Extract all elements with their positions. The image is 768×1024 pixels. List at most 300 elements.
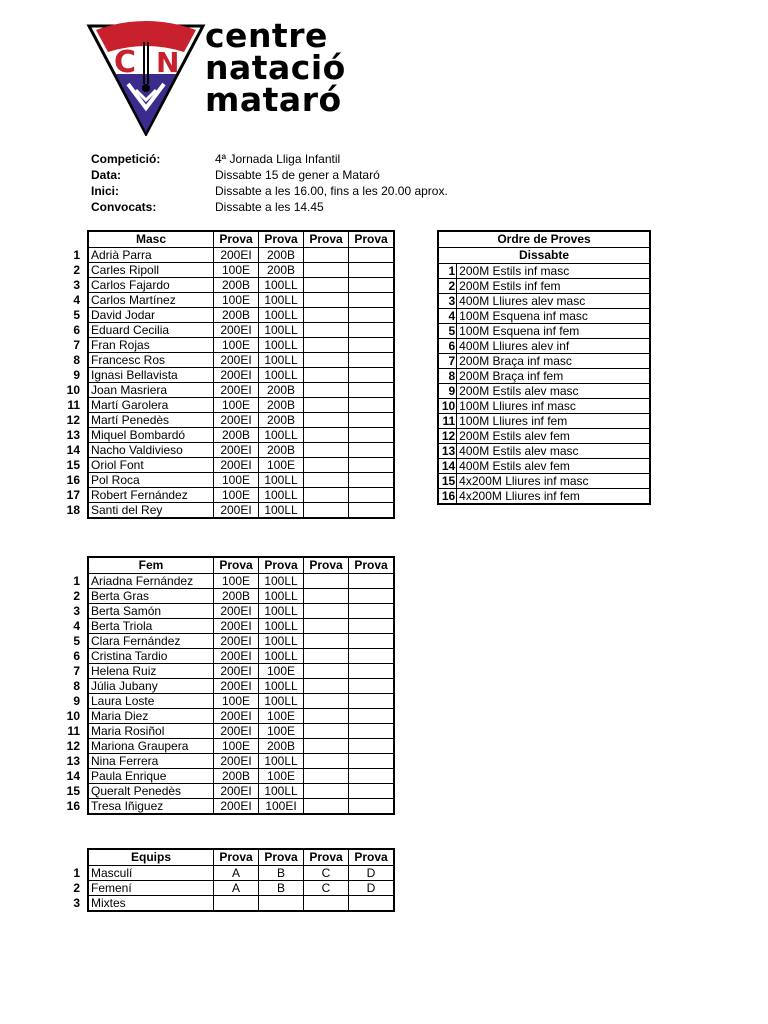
table-row xyxy=(88,896,394,912)
prova-cell xyxy=(304,293,349,308)
swimmer-name: Tresa Iñiguez xyxy=(88,799,214,815)
row-number: 11 xyxy=(67,724,80,738)
prova-cell xyxy=(349,694,395,709)
swimmer-name: Ignasi Bellavista xyxy=(88,368,214,383)
swimmer-name: Berta Samón xyxy=(88,604,214,619)
prova-cell: 100LL xyxy=(259,784,304,799)
prova-cell xyxy=(349,649,395,664)
swimmer-name: Maria Rosiñol xyxy=(88,724,214,739)
prova-header: Prova xyxy=(259,849,304,866)
table-row xyxy=(88,649,394,664)
ordre-label: 200M Braça inf fem xyxy=(457,369,650,384)
prova-cell: B xyxy=(259,881,304,896)
prova-cell xyxy=(349,278,395,293)
prova-cell xyxy=(349,338,395,353)
info-label: Convocats: xyxy=(91,200,157,214)
table-row xyxy=(88,694,394,709)
prova-cell xyxy=(304,574,349,589)
prova-cell: 100LL xyxy=(259,278,304,293)
prova-cell xyxy=(349,488,395,503)
prova-cell: C xyxy=(304,881,349,896)
table-row xyxy=(88,866,394,881)
prova-cell xyxy=(304,488,349,503)
swimmer-name: Mariona Graupera xyxy=(88,739,214,754)
prova-cell xyxy=(304,619,349,634)
prova-cell xyxy=(304,769,349,784)
prova-cell xyxy=(349,664,395,679)
ordre-number: 1 xyxy=(438,264,457,279)
ordre-row xyxy=(438,309,650,324)
prova-cell xyxy=(304,634,349,649)
table-row xyxy=(88,263,394,278)
badge-letter-c: C xyxy=(114,45,137,80)
info-value: Dissabte a les 14.45 xyxy=(215,200,324,214)
prova-cell: 200B xyxy=(214,308,259,323)
row-number: 13 xyxy=(66,428,80,442)
ordre-label: 100M Lliures inf fem xyxy=(457,414,650,429)
prova-cell xyxy=(349,754,395,769)
prova-cell: 100E xyxy=(214,338,259,353)
swimmer-name: Mixtes xyxy=(88,896,214,912)
ordre-label: 100M Lliures inf masc xyxy=(457,399,650,414)
prova-cell xyxy=(349,398,395,413)
ordre-label: 4x200M Lliures inf fem xyxy=(457,489,650,505)
prova-cell xyxy=(304,428,349,443)
prova-cell: 200B xyxy=(259,263,304,278)
swimmer-name: Berta Gras xyxy=(88,589,214,604)
prova-cell xyxy=(304,383,349,398)
row-number: 11 xyxy=(67,398,80,412)
prova-cell xyxy=(304,739,349,754)
prova-cell xyxy=(304,398,349,413)
prova-cell xyxy=(304,649,349,664)
ordre-label: 400M Lliures alev inf xyxy=(457,339,650,354)
ordre-row xyxy=(438,459,650,474)
prova-cell xyxy=(304,784,349,799)
info-label: Inici: xyxy=(91,184,120,198)
prova-cell: 100E xyxy=(214,574,259,589)
row-number: 17 xyxy=(66,488,80,502)
row-number: 9 xyxy=(73,368,80,382)
prova-cell: 200B xyxy=(214,769,259,784)
prova-cell: A xyxy=(214,881,259,896)
prova-cell: B xyxy=(259,866,304,881)
prova-cell: 100LL xyxy=(259,589,304,604)
badge-letter-n: N xyxy=(156,46,180,79)
swimmer-name: Eduard Cecilia xyxy=(88,323,214,338)
ordre-table xyxy=(437,230,651,505)
prova-cell: 200EI xyxy=(214,413,259,428)
row-number: 13 xyxy=(66,754,80,768)
swimmer-name: Laura Loste xyxy=(88,694,214,709)
prova-cell xyxy=(349,724,395,739)
table-row xyxy=(88,634,394,649)
row-number: 5 xyxy=(73,308,80,322)
table-row xyxy=(88,488,394,503)
swimmer-name: Francesc Ros xyxy=(88,353,214,368)
table-row xyxy=(88,293,394,308)
table-row xyxy=(88,308,394,323)
swimmer-name: Femení xyxy=(88,881,214,896)
prova-cell: 100LL xyxy=(259,694,304,709)
prova-cell: 100E xyxy=(259,664,304,679)
ordre-row xyxy=(438,474,650,489)
row-number: 1 xyxy=(73,248,80,262)
ordre-label: 400M Estils alev fem xyxy=(457,459,650,474)
table-row xyxy=(88,458,394,473)
swimmer-name: Paula Enrique xyxy=(88,769,214,784)
prova-cell: 100LL xyxy=(259,604,304,619)
row-number: 1 xyxy=(73,574,80,588)
table-row xyxy=(88,709,394,724)
ordre-label: 4x200M Lliures inf masc xyxy=(457,474,650,489)
prova-cell: 100LL xyxy=(259,634,304,649)
club-badge-icon xyxy=(86,12,206,136)
row-number: 7 xyxy=(73,338,80,352)
table-row xyxy=(88,278,394,293)
swimmer-name: Miquel Bombardó xyxy=(88,428,214,443)
ordre-number: 7 xyxy=(438,354,457,369)
ordre-row xyxy=(438,294,650,309)
prova-header: Prova xyxy=(259,231,304,248)
prova-cell xyxy=(304,503,349,519)
ordre-number: 10 xyxy=(438,399,457,414)
info-label: Data: xyxy=(91,168,122,182)
table-row xyxy=(88,769,394,784)
prova-cell: D xyxy=(349,881,395,896)
prova-cell xyxy=(349,634,395,649)
prova-cell xyxy=(349,383,395,398)
prova-cell xyxy=(304,679,349,694)
table-row xyxy=(88,473,394,488)
ordre-number: 11 xyxy=(438,414,457,429)
fem-table xyxy=(87,556,395,815)
prova-cell xyxy=(349,769,395,784)
prova-cell xyxy=(304,604,349,619)
ordre-number: 14 xyxy=(438,459,457,474)
prova-header: Prova xyxy=(349,557,395,574)
swimmer-name: Clara Fernández xyxy=(88,634,214,649)
table-row xyxy=(88,338,394,353)
prova-cell: 100E xyxy=(259,769,304,784)
prova-cell: 200B xyxy=(259,443,304,458)
row-number: 4 xyxy=(73,619,80,633)
prova-cell: 100LL xyxy=(259,503,304,519)
ordre-row xyxy=(438,384,650,399)
ordre-number: 9 xyxy=(438,384,457,399)
table-row xyxy=(88,503,394,519)
prova-cell: 100LL xyxy=(259,428,304,443)
ordre-row xyxy=(438,264,650,279)
row-number: 8 xyxy=(73,353,80,367)
prova-cell: 200EI xyxy=(214,724,259,739)
swimmer-name: Maria Diez xyxy=(88,709,214,724)
table-row xyxy=(88,724,394,739)
ordre-label: 200M Estils alev masc xyxy=(457,384,650,399)
prova-cell: 200B xyxy=(259,248,304,263)
prova-cell: 100E xyxy=(214,398,259,413)
prova-cell: 200EI xyxy=(214,634,259,649)
prova-cell xyxy=(349,413,395,428)
row-number: 16 xyxy=(66,473,80,487)
prova-cell: 200EI xyxy=(214,458,259,473)
swimmer-name: Carlos Martínez xyxy=(88,293,214,308)
ordre-label: 200M Braça inf masc xyxy=(457,354,650,369)
ordre-row xyxy=(438,414,650,429)
prova-header: Prova xyxy=(214,231,259,248)
ordre-label: 100M Esquena inf masc xyxy=(457,309,650,324)
prova-cell: 200EI xyxy=(214,679,259,694)
prova-cell: 100E xyxy=(214,739,259,754)
prova-cell xyxy=(304,799,349,815)
ordre-row xyxy=(438,399,650,414)
equips-table xyxy=(87,848,395,912)
ordre-number: 16 xyxy=(438,489,457,505)
ordre-label: 200M Estils inf masc xyxy=(457,264,650,279)
prova-cell: 100LL xyxy=(259,754,304,769)
prova-cell xyxy=(304,323,349,338)
ordre-label: 400M Estils alev masc xyxy=(457,444,650,459)
swimmer-name: Berta Triola xyxy=(88,619,214,634)
row-number: 8 xyxy=(73,679,80,693)
prova-cell xyxy=(304,353,349,368)
swimmer-name: Fran Rojas xyxy=(88,338,214,353)
prova-cell: 200EI xyxy=(214,619,259,634)
table-row xyxy=(88,754,394,769)
prova-cell: 200EI xyxy=(214,649,259,664)
ordre-number: 6 xyxy=(438,339,457,354)
ordre-number: 3 xyxy=(438,294,457,309)
prova-cell: C xyxy=(304,866,349,881)
prova-cell: 100LL xyxy=(259,353,304,368)
prova-cell xyxy=(304,458,349,473)
row-number: 6 xyxy=(73,649,80,663)
masc-table xyxy=(87,230,395,519)
swimmer-name: Oriol Font xyxy=(88,458,214,473)
prova-cell xyxy=(349,589,395,604)
table-row xyxy=(88,679,394,694)
swimmer-name: Carlos Fajardo xyxy=(88,278,214,293)
prova-cell: 200EI xyxy=(214,799,259,815)
prova-cell: 100LL xyxy=(259,338,304,353)
prova-cell xyxy=(349,784,395,799)
prova-cell xyxy=(349,263,395,278)
prova-cell xyxy=(349,799,395,815)
row-number: 14 xyxy=(66,769,80,783)
row-number: 16 xyxy=(66,799,80,814)
row-number: 2 xyxy=(73,881,80,895)
prova-cell xyxy=(349,368,395,383)
table-row xyxy=(88,398,394,413)
ordre-row xyxy=(438,369,650,384)
prova-cell: 100EI xyxy=(259,799,304,815)
prova-cell: 200EI xyxy=(214,353,259,368)
logo-line-1: centre xyxy=(205,16,328,55)
prova-cell xyxy=(304,413,349,428)
fem-header: Fem xyxy=(88,557,214,574)
table-row xyxy=(88,604,394,619)
row-number: 12 xyxy=(66,739,80,753)
row-number: 15 xyxy=(66,784,80,798)
prova-cell: 100LL xyxy=(259,574,304,589)
row-number: 2 xyxy=(73,589,80,603)
row-number: 10 xyxy=(66,383,80,397)
prova-header: Prova xyxy=(349,849,395,866)
ordre-number: 15 xyxy=(438,474,457,489)
prova-header: Prova xyxy=(214,849,259,866)
prova-cell: 200B xyxy=(214,428,259,443)
prova-cell xyxy=(304,308,349,323)
swimmer-name: Ariadna Fernández xyxy=(88,574,214,589)
table-row xyxy=(88,383,394,398)
table-row xyxy=(88,664,394,679)
row-number: 15 xyxy=(66,458,80,472)
ordre-number: 5 xyxy=(438,324,457,339)
table-row xyxy=(88,574,394,589)
prova-cell xyxy=(349,679,395,694)
prova-cell xyxy=(349,574,395,589)
table-row xyxy=(88,353,394,368)
prova-cell: 100E xyxy=(214,694,259,709)
prova-cell xyxy=(349,308,395,323)
prova-cell: 100LL xyxy=(259,368,304,383)
prova-cell xyxy=(349,604,395,619)
prova-cell xyxy=(304,263,349,278)
prova-cell xyxy=(304,664,349,679)
prova-cell: 200EI xyxy=(214,604,259,619)
prova-cell: 100E xyxy=(259,724,304,739)
prova-cell xyxy=(349,473,395,488)
ordre-subtitle: Dissabte xyxy=(438,248,650,264)
prova-cell: 200EI xyxy=(214,383,259,398)
row-number: 9 xyxy=(73,694,80,708)
info-label: Competició: xyxy=(91,152,161,166)
row-number: 18 xyxy=(66,503,80,518)
ordre-row xyxy=(438,339,650,354)
swimmer-name: Santi del Rey xyxy=(88,503,214,519)
prova-cell: 100LL xyxy=(259,308,304,323)
prova-header: Prova xyxy=(304,557,349,574)
prova-cell: 200EI xyxy=(214,443,259,458)
ordre-row xyxy=(438,324,650,339)
swimmer-name: Martí Penedès xyxy=(88,413,214,428)
ordre-number: 13 xyxy=(438,444,457,459)
table-row xyxy=(88,739,394,754)
prova-cell: 200B xyxy=(214,278,259,293)
swimmer-name: Masculí xyxy=(88,866,214,881)
row-number: 5 xyxy=(73,634,80,648)
prova-cell: 100LL xyxy=(259,473,304,488)
ordre-row xyxy=(438,489,650,505)
table-row xyxy=(88,413,394,428)
prova-cell: 200B xyxy=(259,739,304,754)
ordre-label: 100M Esquena inf fem xyxy=(457,324,650,339)
prova-cell xyxy=(349,709,395,724)
prova-header: Prova xyxy=(349,231,395,248)
table-row xyxy=(88,799,394,815)
prova-cell: 200EI xyxy=(214,368,259,383)
prova-cell xyxy=(214,896,259,912)
prova-cell: 200B xyxy=(214,589,259,604)
table-row xyxy=(88,428,394,443)
prova-cell: 100E xyxy=(214,293,259,308)
prova-cell xyxy=(349,619,395,634)
prova-cell: 100E xyxy=(259,458,304,473)
row-number: 6 xyxy=(73,323,80,337)
ordre-row xyxy=(438,354,650,369)
logo-line-2: natació xyxy=(205,48,346,87)
prova-cell: 200B xyxy=(259,383,304,398)
prova-header: Prova xyxy=(304,849,349,866)
prova-cell xyxy=(349,293,395,308)
row-number: 1 xyxy=(73,866,80,880)
table-row xyxy=(88,248,394,263)
prova-cell xyxy=(304,278,349,293)
ordre-label: 400M Lliures alev masc xyxy=(457,294,650,309)
prova-cell: 100LL xyxy=(259,649,304,664)
prova-cell xyxy=(349,353,395,368)
row-number: 10 xyxy=(66,709,80,723)
prova-cell: 100LL xyxy=(259,488,304,503)
swimmer-name: Queralt Penedès xyxy=(88,784,214,799)
prova-cell xyxy=(304,589,349,604)
ordre-row xyxy=(438,429,650,444)
prova-cell xyxy=(349,323,395,338)
ordre-number: 2 xyxy=(438,279,457,294)
ordre-row xyxy=(438,444,650,459)
table-row xyxy=(88,589,394,604)
prova-cell xyxy=(349,739,395,754)
competition-info xyxy=(91,151,448,215)
logo-line-3: mataró xyxy=(205,80,342,119)
prova-cell xyxy=(349,443,395,458)
equips-header: Equips xyxy=(88,849,214,866)
prova-cell: D xyxy=(349,866,395,881)
prova-cell xyxy=(349,896,395,912)
prova-cell xyxy=(304,443,349,458)
row-number: 12 xyxy=(66,413,80,427)
masc-header: Masc xyxy=(88,231,214,248)
prova-header: Prova xyxy=(259,557,304,574)
prova-cell xyxy=(304,724,349,739)
ordre-title: Ordre de Proves xyxy=(438,231,650,248)
prova-cell: 200EI xyxy=(214,784,259,799)
info-value: Dissabte 15 de gener a Mataró xyxy=(215,168,380,182)
prova-header: Prova xyxy=(304,231,349,248)
prova-cell xyxy=(304,338,349,353)
swimmer-name: Joan Masriera xyxy=(88,383,214,398)
ordre-row xyxy=(438,279,650,294)
swimmer-name: Pol Roca xyxy=(88,473,214,488)
prova-cell xyxy=(259,896,304,912)
swimmer-name: Júlia Jubany xyxy=(88,679,214,694)
prova-cell xyxy=(304,754,349,769)
prova-cell: 200EI xyxy=(214,248,259,263)
prova-cell: A xyxy=(214,866,259,881)
swimmer-name: Nacho Valdivieso xyxy=(88,443,214,458)
prova-cell: 100LL xyxy=(259,293,304,308)
table-row xyxy=(88,368,394,383)
swimmer-name: David Jodar xyxy=(88,308,214,323)
swimmer-name: Nina Ferrera xyxy=(88,754,214,769)
swimmer-name: Carles Ripoll xyxy=(88,263,214,278)
prova-cell: 100LL xyxy=(259,679,304,694)
prova-cell: 200B xyxy=(259,398,304,413)
swimmer-name: Martí Garolera xyxy=(88,398,214,413)
prova-cell xyxy=(304,248,349,263)
prova-cell: 200EI xyxy=(214,709,259,724)
prova-cell: 100E xyxy=(214,473,259,488)
